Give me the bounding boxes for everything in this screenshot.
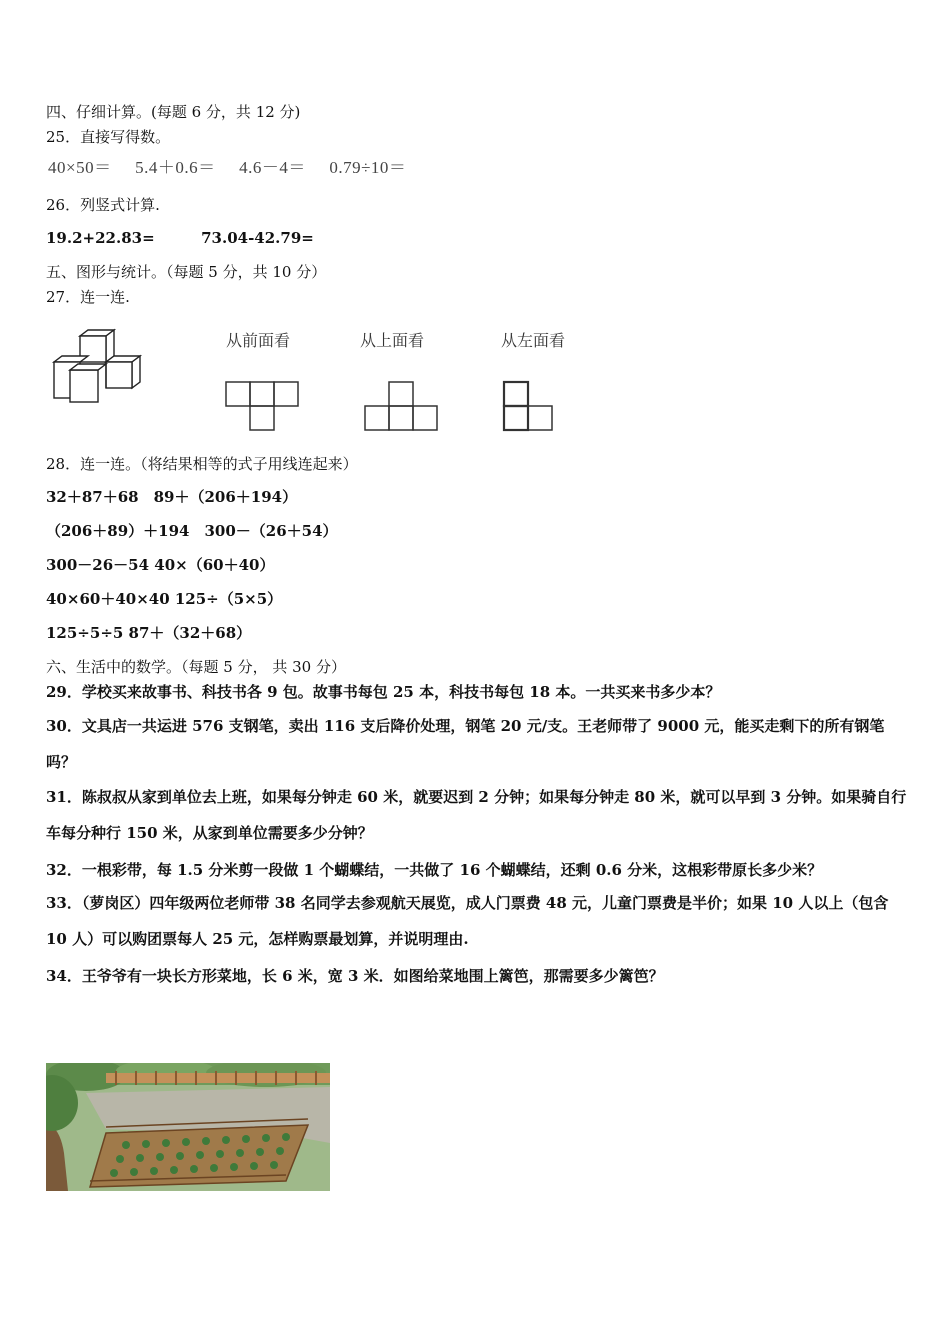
- q27-title: 27．连一连.: [46, 288, 130, 306]
- front-view-shape: [224, 380, 300, 432]
- q26-items: [46, 228, 314, 248]
- garden-fence-illustration: [46, 1063, 330, 1191]
- q28-row-4: 40×60＋40×40 125÷（5×5）: [46, 590, 283, 608]
- q28-row-3: 300－26－54 40×（60＋40）: [46, 556, 275, 574]
- view-label-front: 从前面看: [226, 331, 291, 350]
- cube-stack-figure: [48, 326, 150, 408]
- q28-title: 28．连一连。（将结果相等的式子用线连起来）: [46, 455, 358, 473]
- view-label-top: 从上面看: [360, 331, 425, 350]
- q31-text: 31．陈叔叔从家到单位去上班，如果每分钟走 60 米，就要迟到 2 分钟；如果每分钟走 80 米，就可以早到 3 分钟。如果骑自行车每分种行 150 米，从家到单位需要多少分钟？: [46, 788, 907, 842]
- q28-row-2: （206＋89）＋194 300－（26＋54）: [46, 522, 338, 540]
- section-4-header: 四、仔细计算。(每题 6 分，共 12 分): [46, 103, 301, 121]
- q33-text: 33．（萝岗区）四年级两位老师带 38 名同学去参观航天展览，成人门票费 48 元，儿童门票费是半价；如果 10 人以上（包含 10 人）可以购团票每人 25 元，怎样购票最划算，并说明理由.: [46, 894, 889, 948]
- q25-item-3: 4.6－4＝: [239, 158, 306, 177]
- q26-item-1: 19.2+22.83=: [46, 229, 155, 247]
- q25-title: 25．直接写得数。: [46, 128, 171, 146]
- q28-row-5: 125÷5÷5 87＋（32＋68）: [46, 624, 252, 642]
- left-view-shape: [502, 380, 556, 432]
- top-view-shape: [362, 380, 440, 432]
- section-6-header: 六、生活中的数学。（每题 5 分， 共 30 分）: [46, 658, 346, 676]
- q25-item-4: 0.79÷10＝: [329, 158, 407, 177]
- q34-text: 34．王爷爷有一块长方形菜地，长 6 米，宽 3 米．如图给菜地围上篱笆，那需要多少篱笆？: [46, 967, 664, 985]
- q25-item-1: 40×50＝: [48, 158, 112, 177]
- q32-text: 32．一根彩带，每 1.5 分米剪一段做 1 个蝴蝶结，一共做了 16 个蝴蝶结，还剩 0.6 分米，这根彩带原长多少米？: [46, 861, 823, 879]
- view-label-left: 从左面看: [501, 331, 566, 350]
- q25-items: [48, 158, 406, 178]
- q26-item-2: 73.04-42.79=: [201, 229, 314, 247]
- q29-text: 29．学校买来故事书、科技书各 9 包。故事书每包 25 本，科技书每包 18 本。一共买来书多少本？: [46, 683, 721, 701]
- section-5-header: 五、图形与统计。（每题 5 分，共 10 分）: [46, 263, 327, 281]
- q30-text: 30．文具店一共运进 576 支钢笔，卖出 116 支后降价处理，钢笔 20 元/支。王老师带了 9000 元，能买走剩下的所有钢笔吗？: [46, 717, 885, 771]
- q25-item-2: 5.4＋0.6＝: [135, 158, 216, 177]
- q28-row-1: 32＋87＋68 89＋（206＋194）: [46, 488, 298, 506]
- q26-title: 26．列竖式计算.: [46, 196, 160, 214]
